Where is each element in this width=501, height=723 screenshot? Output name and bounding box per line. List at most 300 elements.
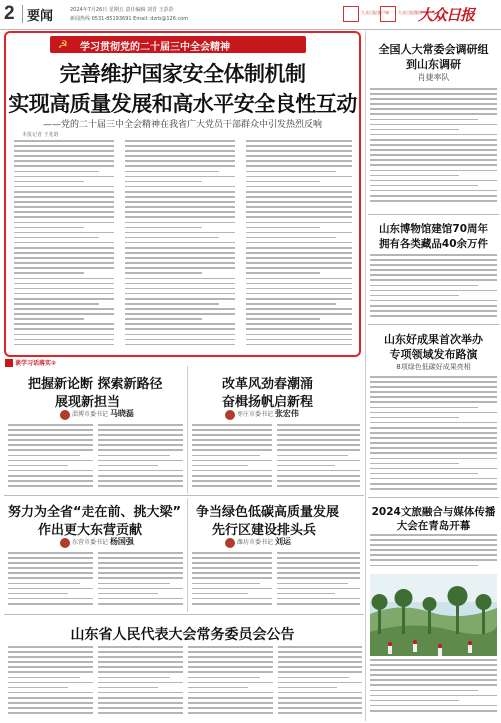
text-line (370, 679, 497, 681)
featured-byline: 本报记者 王兆晗 (22, 132, 59, 138)
text-line (14, 227, 84, 229)
article1-title-line1[interactable]: 把握新论断 探索新路径 (28, 377, 163, 392)
article1-title-line2[interactable]: 展现新担当 (55, 395, 121, 410)
text-line (125, 206, 235, 208)
article2-title-line2[interactable]: 奋楫扬帆启新程 (222, 395, 314, 410)
text-line (192, 470, 272, 472)
text-line (14, 272, 84, 274)
text-line (370, 473, 478, 475)
header-meta-contact: 新闻热线 0531-85193691 Email: dzrb@126.com (70, 16, 189, 22)
text-line (370, 149, 497, 151)
text-line (370, 175, 459, 177)
text-line (277, 552, 360, 554)
text-line (370, 124, 497, 126)
text-line (246, 328, 352, 330)
text-line (277, 583, 348, 585)
text-line (125, 339, 235, 341)
text-line (370, 300, 497, 302)
text-line (8, 666, 93, 668)
text-line (278, 656, 362, 658)
header-divider (22, 5, 23, 23)
article3-body-col1 (8, 552, 93, 610)
text-line (370, 129, 459, 131)
text-line (246, 201, 352, 203)
column-divider (187, 366, 188, 494)
text-line (98, 666, 183, 668)
text-line (125, 171, 219, 173)
text-line (98, 577, 183, 579)
text-line (370, 478, 497, 480)
story1-title-line2[interactable]: 到山东调研 (406, 58, 461, 71)
text-line (192, 572, 272, 574)
text-line (192, 434, 272, 436)
text-line (98, 480, 183, 482)
text-line (8, 671, 93, 673)
text-line (246, 176, 352, 178)
text-line (246, 186, 352, 188)
text-line (246, 237, 336, 239)
text-line (246, 145, 352, 147)
section-divider (4, 614, 364, 615)
text-line (98, 424, 183, 426)
text-line (370, 376, 497, 378)
text-line (8, 712, 93, 714)
text-line (246, 140, 352, 142)
text-line (192, 475, 272, 477)
text-line (370, 664, 497, 666)
text-line (14, 313, 114, 315)
text-line (278, 651, 362, 653)
text-line (188, 677, 260, 679)
text-line (125, 308, 235, 310)
text-line (125, 186, 235, 188)
text-line (125, 257, 235, 259)
text-line (246, 232, 352, 234)
text-line (14, 140, 114, 142)
featured-headline-line2[interactable]: 实现高质量发展和高水平安全良性互动 (8, 92, 357, 116)
text-line (370, 98, 497, 100)
column-divider (187, 498, 188, 612)
text-line (125, 176, 235, 178)
text-line (370, 422, 497, 424)
text-line (370, 700, 459, 702)
text-line (98, 439, 183, 441)
text-line (277, 572, 360, 574)
author-title: 淄博市委书记 (72, 411, 109, 418)
text-line (370, 565, 478, 567)
text-line (98, 661, 183, 663)
section-divider (4, 495, 364, 496)
text-line (8, 598, 93, 600)
story1-body (370, 88, 497, 210)
text-line (278, 666, 362, 668)
text-line (278, 646, 362, 648)
author-avatar (60, 538, 70, 548)
text-line (192, 424, 272, 426)
text-line (192, 444, 272, 446)
text-line (192, 567, 272, 569)
text-line (246, 191, 352, 193)
text-line (14, 252, 114, 254)
text-line (125, 222, 235, 224)
text-line (277, 588, 360, 590)
text-line (8, 583, 80, 585)
text-line (192, 588, 272, 590)
text-line (98, 692, 183, 694)
text-line (278, 712, 362, 714)
notice-body-col4 (278, 646, 362, 718)
story2-title-line1[interactable]: 山东博物馆建馆70周年 (378, 223, 489, 235)
notice-body-col1 (8, 646, 93, 718)
text-line (125, 181, 202, 183)
story3-title-line2[interactable]: 专项领域发布路演 (389, 348, 478, 361)
text-line (125, 323, 235, 325)
text-line (370, 134, 497, 136)
text-line (14, 196, 114, 198)
text-line (14, 160, 114, 162)
author-title: 枣庄市委书记 (237, 411, 274, 418)
story1-title-line1[interactable]: 全国人大常委会调研组 (378, 43, 489, 56)
text-line (370, 315, 497, 317)
text-line (125, 288, 235, 290)
text-line (14, 186, 114, 188)
text-line (98, 646, 183, 648)
text-line (8, 677, 80, 679)
article4-author (225, 536, 291, 548)
text-line (192, 455, 260, 457)
text-line (246, 171, 336, 173)
qr-code-label: 大众日报微信 (398, 10, 422, 15)
text-line (246, 344, 352, 346)
text-line (370, 684, 497, 686)
text-line (14, 150, 114, 152)
text-line (277, 444, 360, 446)
notice-body-col3 (188, 646, 273, 718)
text-line (125, 298, 235, 300)
featured-subtitle: ——党的二十届三中全会精神在我省广大党员干部群众中引发热烈反响 (42, 120, 322, 130)
photo-caption (370, 659, 497, 719)
text-line (370, 269, 497, 271)
text-line (277, 485, 360, 487)
text-line (188, 697, 273, 699)
text-line (278, 687, 337, 689)
text-line (370, 432, 497, 434)
text-line (125, 278, 235, 280)
text-line (98, 460, 183, 462)
text-line (246, 339, 352, 341)
section-spacer (4, 357, 364, 358)
text-line (246, 313, 352, 315)
article4-body-col2 (277, 552, 360, 610)
text-line (370, 554, 497, 556)
text-line (370, 159, 497, 161)
text-line (370, 290, 497, 292)
text-line (98, 429, 183, 431)
text-line (125, 272, 202, 274)
text-line (125, 145, 235, 147)
text-line (14, 191, 114, 193)
text-line (14, 232, 114, 234)
text-line (125, 334, 235, 336)
text-line (14, 181, 84, 183)
text-line (14, 339, 114, 341)
text-line (98, 702, 183, 704)
text-line (246, 242, 352, 244)
section-name: 要闻 (27, 9, 54, 24)
story1-subtitle: 肖捷率队 (417, 73, 450, 82)
text-line (125, 150, 235, 152)
text-line (246, 334, 352, 336)
text-line (125, 318, 202, 320)
text-line (188, 666, 273, 668)
text-line (98, 712, 183, 714)
text-line (98, 552, 183, 554)
text-line (125, 313, 235, 315)
text-line (192, 603, 272, 605)
text-line (125, 196, 235, 198)
column-divider (365, 31, 366, 721)
text-line (370, 407, 478, 409)
text-line (8, 603, 93, 605)
text-line (192, 598, 272, 600)
text-line (14, 242, 114, 244)
text-line (192, 562, 272, 564)
text-line (98, 671, 183, 673)
text-line (370, 659, 497, 661)
text-line (246, 293, 352, 295)
text-line (192, 583, 260, 585)
text-line (14, 222, 114, 224)
text-line (188, 671, 273, 673)
text-line (98, 444, 183, 446)
text-line (370, 200, 497, 202)
text-line (8, 588, 93, 590)
text-line (98, 687, 158, 689)
text-line (370, 381, 497, 383)
text-line (125, 165, 235, 167)
text-line (277, 434, 360, 436)
text-line (192, 429, 272, 431)
featured-headline-line1[interactable]: 完善维护国家安全体制机制 (59, 62, 306, 86)
text-line (125, 211, 235, 213)
text-line (370, 144, 497, 146)
text-line (370, 386, 497, 388)
text-line (370, 285, 478, 287)
text-line (98, 475, 183, 477)
text-line (370, 488, 497, 490)
text-line (277, 562, 360, 564)
text-line (370, 391, 497, 393)
text-line (370, 305, 497, 307)
text-line (277, 557, 360, 559)
text-line (14, 155, 114, 157)
text-line (246, 298, 352, 300)
text-line (370, 254, 497, 256)
featured-body-col2 (125, 140, 235, 350)
text-line (370, 539, 497, 541)
text-line (125, 232, 235, 234)
text-line (246, 150, 352, 152)
text-line (370, 417, 459, 419)
party-emblem-icon: ☭ (58, 38, 68, 51)
text-line (370, 259, 497, 261)
text-line (370, 690, 478, 692)
text-line (14, 293, 114, 295)
article4-title-line2[interactable]: 先行区建设排头兵 (212, 523, 317, 538)
text-line (278, 697, 362, 699)
text-line (370, 559, 497, 561)
author-avatar (60, 410, 70, 420)
article1-body-col2 (98, 424, 183, 492)
story2-body (370, 254, 497, 322)
text-line (370, 705, 497, 707)
text-line (370, 195, 497, 197)
text-line (246, 211, 352, 213)
newspaper-logo: 大众日报 (418, 6, 475, 24)
notice-title[interactable]: 山东省人民代表大会常务委员会公告 (70, 627, 295, 643)
text-line (246, 283, 352, 285)
text-line (14, 318, 84, 320)
article4-title-line1[interactable]: 争当绿色低碳高质量发展 (196, 505, 340, 520)
text-line (8, 485, 93, 487)
text-line (8, 697, 93, 699)
text-line (246, 257, 352, 259)
text-line (188, 687, 248, 689)
story4-title-line1[interactable]: 2024文旅融合与媒体传播 (371, 506, 496, 518)
text-line (192, 460, 272, 462)
text-line (277, 424, 360, 426)
text-line (370, 164, 497, 166)
article1-body-col1 (8, 424, 93, 492)
text-line (277, 449, 360, 451)
text-line (370, 264, 497, 266)
text-line (98, 593, 158, 595)
text-line (8, 470, 93, 472)
text-line (277, 470, 360, 472)
text-line (277, 475, 360, 477)
story4-title-line2[interactable]: 大会在青岛开幕 (396, 520, 471, 532)
article2-title-line1[interactable]: 改革风劲春潮涌 (222, 377, 314, 392)
text-line (14, 262, 114, 264)
story3-subtitle: 8项绿色低碳好成果亮相 (396, 363, 471, 371)
article3-body-col2 (98, 552, 183, 610)
text-line (246, 155, 352, 157)
text-line (98, 557, 183, 559)
text-line (278, 677, 349, 679)
text-line (246, 318, 320, 320)
text-line (98, 651, 183, 653)
author-name: 张宏伟 (274, 409, 299, 418)
text-line (370, 93, 497, 95)
author-name: 马晓磊 (109, 409, 134, 418)
text-line (98, 455, 170, 457)
text-line (246, 227, 320, 229)
article3-title-line1[interactable]: 努力为全省“走在前、挑大梁” (8, 505, 182, 520)
text-line (8, 557, 93, 559)
text-line (14, 303, 99, 305)
text-line (98, 697, 183, 699)
text-line (246, 181, 320, 183)
text-line (14, 206, 114, 208)
text-line (14, 237, 99, 239)
text-line (370, 185, 478, 187)
text-line (14, 288, 114, 290)
text-line (125, 293, 235, 295)
text-line (14, 216, 114, 218)
text-line (246, 308, 352, 310)
text-line (246, 303, 336, 305)
text-line (188, 656, 273, 658)
author-avatar (225, 538, 235, 548)
text-line (277, 593, 335, 595)
article3-title-line2[interactable]: 作出更大东营贡献 (38, 523, 143, 538)
text-line (370, 170, 497, 172)
text-line (277, 429, 360, 431)
text-line (8, 480, 93, 482)
text-line (125, 247, 235, 249)
text-line (8, 646, 93, 648)
text-line (188, 712, 273, 714)
text-line (278, 692, 362, 694)
text-line (370, 534, 497, 536)
text-line (188, 707, 273, 709)
text-line (14, 323, 114, 325)
text-line (192, 552, 272, 554)
text-line (98, 583, 170, 585)
text-line (8, 434, 93, 436)
text-line (278, 661, 362, 663)
text-line (278, 702, 362, 704)
text-line (192, 485, 272, 487)
text-line (8, 682, 93, 684)
article2-author (225, 408, 299, 420)
author-title: 潍坊市委书记 (237, 539, 274, 546)
text-line (278, 707, 362, 709)
text-line (8, 455, 80, 457)
section-tag-label: 谈学习话落实② (15, 360, 57, 367)
text-line (98, 682, 183, 684)
text-line (125, 216, 235, 218)
text-line (98, 572, 183, 574)
text-line (246, 222, 352, 224)
text-line (370, 442, 497, 444)
text-line (277, 480, 360, 482)
text-line (370, 710, 497, 712)
text-line (98, 707, 183, 709)
text-line (246, 247, 352, 249)
text-line (370, 310, 497, 312)
text-line (14, 171, 99, 173)
text-line (14, 298, 114, 300)
text-line (125, 160, 235, 162)
text-line (192, 439, 272, 441)
text-line (14, 165, 114, 167)
text-line (125, 303, 219, 305)
text-line (370, 154, 497, 156)
text-line (370, 452, 497, 454)
text-line (14, 267, 114, 269)
text-line (192, 593, 248, 595)
story3-title-line1[interactable]: 山东好成果首次举办 (384, 333, 483, 346)
text-line (278, 671, 362, 673)
text-line (125, 237, 219, 239)
text-line (14, 176, 114, 178)
text-line (277, 603, 360, 605)
story2-title-line2[interactable]: 拥有各类藏品40余万件 (378, 238, 489, 250)
text-line (125, 140, 235, 142)
article2-body-col2 (277, 424, 360, 492)
text-line (8, 552, 93, 554)
